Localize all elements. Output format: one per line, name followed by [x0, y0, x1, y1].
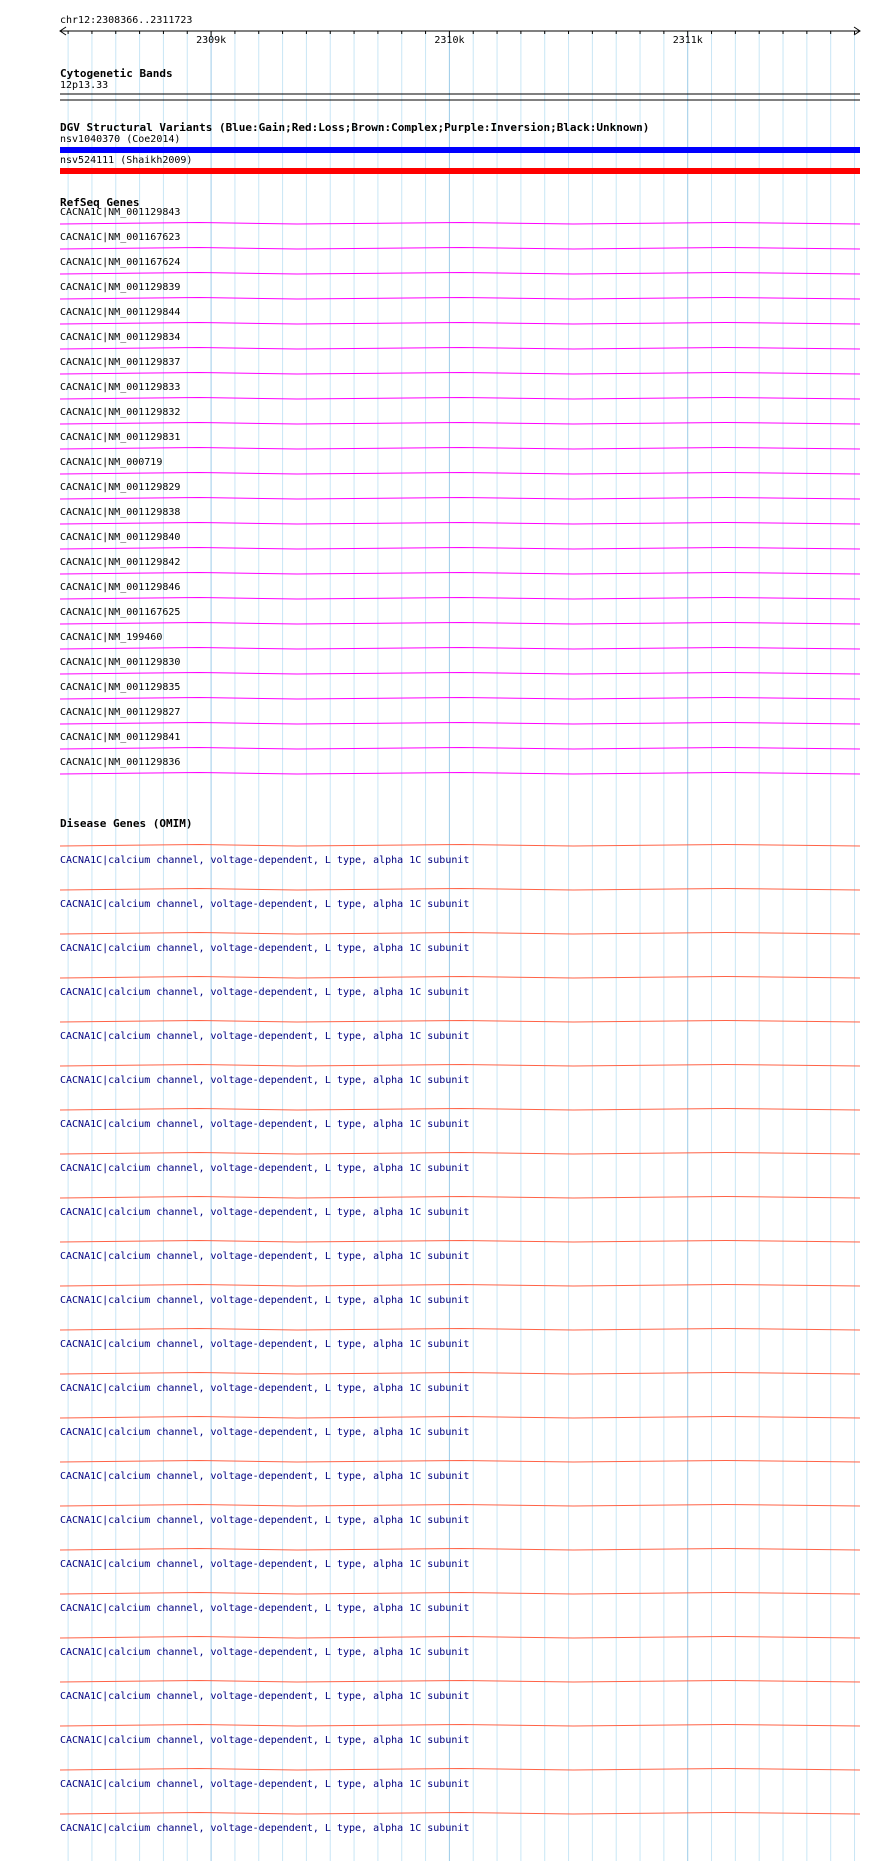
omim-gene-line	[60, 1329, 860, 1331]
omim-gene-label: CACNA1C|calcium channel, voltage-dependent, L type, alpha 1C subunit	[60, 855, 470, 866]
refseq-gene-line	[60, 423, 860, 425]
omim-gene-line	[60, 1241, 860, 1243]
omim-gene-line	[60, 1417, 860, 1419]
omim-gene-line	[60, 1813, 860, 1815]
refseq-gene-line	[60, 348, 860, 350]
refseq-gene-line	[60, 473, 860, 475]
refseq-gene-label: CACNA1C|NM_001129843	[60, 207, 181, 218]
refseq-gene-label: CACNA1C|NM_001129846	[60, 582, 181, 593]
refseq-gene-label: CACNA1C|NM_001129832	[60, 407, 181, 418]
omim-gene-line	[60, 1593, 860, 1595]
refseq-gene-line	[60, 698, 860, 700]
ruler-tick-label: 2310k	[434, 35, 465, 46]
refseq-gene-line	[60, 673, 860, 675]
refseq-gene-label: CACNA1C|NM_001129830	[60, 657, 181, 668]
omim-gene-label: CACNA1C|calcium channel, voltage-dependent, L type, alpha 1C subunit	[60, 1339, 470, 1350]
refseq-track-title: RefSeq Genes	[60, 196, 140, 209]
omim-gene-line	[60, 977, 860, 979]
omim-gene-label: CACNA1C|calcium channel, voltage-dependent, L type, alpha 1C subunit	[60, 1251, 470, 1262]
omim-gene-label: CACNA1C|calcium channel, voltage-dependent, L type, alpha 1C subunit	[60, 1559, 470, 1570]
refseq-gene-label: CACNA1C|NM_001129838	[60, 507, 181, 518]
ruler-tick-label: 2311k	[672, 35, 703, 46]
omim-gene-label: CACNA1C|calcium channel, voltage-dependent, L type, alpha 1C subunit	[60, 1295, 470, 1306]
refseq-gene-line	[60, 373, 860, 375]
refseq-gene-line	[60, 648, 860, 650]
refseq-gene-label: CACNA1C|NM_001129829	[60, 482, 181, 493]
omim-gene-label: CACNA1C|calcium channel, voltage-dependent, L type, alpha 1C subunit	[60, 1119, 470, 1130]
omim-gene-line	[60, 1637, 860, 1639]
omim-gene-line	[60, 845, 860, 847]
omim-gene-label: CACNA1C|calcium channel, voltage-dependent, L type, alpha 1C subunit	[60, 943, 470, 954]
omim-gene-label: CACNA1C|calcium channel, voltage-dependent, L type, alpha 1C subunit	[60, 1075, 470, 1086]
dgv-variant-bar	[60, 147, 860, 153]
omim-gene-label: CACNA1C|calcium channel, voltage-dependent, L type, alpha 1C subunit	[60, 1823, 470, 1834]
omim-gene-line	[60, 1021, 860, 1023]
refseq-gene-label: CACNA1C|NM_001129833	[60, 382, 181, 393]
refseq-gene-label: CACNA1C|NM_001129827	[60, 707, 181, 718]
refseq-gene-line	[60, 223, 860, 225]
omim-gene-label: CACNA1C|calcium channel, voltage-dependent, L type, alpha 1C subunit	[60, 1427, 470, 1438]
omim-gene-label: CACNA1C|calcium channel, voltage-dependent, L type, alpha 1C subunit	[60, 1163, 470, 1174]
omim-gene-line	[60, 1197, 860, 1199]
refseq-gene-line	[60, 723, 860, 725]
refseq-gene-label: CACNA1C|NM_001129844	[60, 307, 181, 318]
refseq-gene-label: CACNA1C|NM_001167623	[60, 232, 181, 243]
ruler-tick-label: 2309k	[196, 35, 227, 46]
omim-gene-line	[60, 1153, 860, 1155]
omim-track-title: Disease Genes (OMIM)	[60, 817, 193, 830]
cytoband-track-title: Cytogenetic Bands	[60, 67, 173, 80]
omim-gene-line	[60, 889, 860, 891]
refseq-gene-line	[60, 248, 860, 250]
omim-gene-line	[60, 1769, 860, 1771]
refseq-gene-label: CACNA1C|NM_001129834	[60, 332, 181, 343]
omim-gene-line	[60, 1549, 860, 1551]
refseq-gene-line	[60, 448, 860, 450]
omim-gene-line	[60, 1065, 860, 1067]
refseq-gene-line	[60, 598, 860, 600]
refseq-gene-label: CACNA1C|NM_001167625	[60, 607, 181, 618]
refseq-gene-label: CACNA1C|NM_001129835	[60, 682, 181, 693]
omim-gene-line	[60, 1109, 860, 1111]
refseq-gene-label: CACNA1C|NM_199460	[60, 632, 163, 643]
omim-gene-line	[60, 1725, 860, 1727]
omim-gene-label: CACNA1C|calcium channel, voltage-dependent, L type, alpha 1C subunit	[60, 1207, 470, 1218]
omim-gene-label: CACNA1C|calcium channel, voltage-dependent, L type, alpha 1C subunit	[60, 1603, 470, 1614]
refseq-gene-line	[60, 548, 860, 550]
ruler-location: chr12:2308366..2311723	[60, 15, 193, 26]
refseq-gene-line	[60, 498, 860, 500]
omim-gene-label: CACNA1C|calcium channel, voltage-dependent, L type, alpha 1C subunit	[60, 1031, 470, 1042]
dgv-variant-bar	[60, 168, 860, 174]
omim-gene-label: CACNA1C|calcium channel, voltage-dependent, L type, alpha 1C subunit	[60, 1691, 470, 1702]
refseq-gene-label: CACNA1C|NM_001129831	[60, 432, 181, 443]
omim-gene-line	[60, 1461, 860, 1463]
refseq-gene-label: CACNA1C|NM_001167624	[60, 257, 181, 268]
omim-gene-label: CACNA1C|calcium channel, voltage-dependent, L type, alpha 1C subunit	[60, 1735, 470, 1746]
omim-gene-label: CACNA1C|calcium channel, voltage-dependent, L type, alpha 1C subunit	[60, 987, 470, 998]
cytoband-label: 12p13.33	[60, 80, 109, 91]
omim-gene-line	[60, 1373, 860, 1375]
refseq-gene-line	[60, 298, 860, 300]
refseq-gene-line	[60, 323, 860, 325]
refseq-gene-line	[60, 623, 860, 625]
dgv-variant-label: nsv1040370 (Coe2014)	[60, 134, 181, 145]
refseq-gene-line	[60, 773, 860, 775]
refseq-gene-label: CACNA1C|NM_001129842	[60, 557, 181, 568]
refseq-gene-line	[60, 748, 860, 750]
omim-gene-label: CACNA1C|calcium channel, voltage-dependent, L type, alpha 1C subunit	[60, 899, 470, 910]
refseq-gene-label: CACNA1C|NM_001129836	[60, 757, 181, 768]
omim-gene-label: CACNA1C|calcium channel, voltage-dependent, L type, alpha 1C subunit	[60, 1471, 470, 1482]
refseq-gene-label: CACNA1C|NM_000719	[60, 457, 163, 468]
refseq-gene-label: CACNA1C|NM_001129841	[60, 732, 181, 743]
refseq-gene-label: CACNA1C|NM_001129837	[60, 357, 181, 368]
omim-gene-line	[60, 933, 860, 935]
refseq-gene-label: CACNA1C|NM_001129840	[60, 532, 181, 543]
omim-gene-label: CACNA1C|calcium channel, voltage-dependent, L type, alpha 1C subunit	[60, 1383, 470, 1394]
omim-gene-label: CACNA1C|calcium channel, voltage-dependent, L type, alpha 1C subunit	[60, 1515, 470, 1526]
refseq-gene-line	[60, 273, 860, 275]
omim-gene-line	[60, 1505, 860, 1507]
dgv-track-title: DGV Structural Variants (Blue:Gain;Red:Loss;Brown:Complex;Purple:Inversion;Black:Unknown)	[60, 121, 650, 134]
refseq-gene-line	[60, 523, 860, 525]
omim-gene-label: CACNA1C|calcium channel, voltage-dependent, L type, alpha 1C subunit	[60, 1779, 470, 1790]
dgv-variant-label: nsv524111 (Shaikh2009)	[60, 155, 193, 166]
refseq-gene-line	[60, 398, 860, 400]
omim-gene-line	[60, 1681, 860, 1683]
omim-gene-line	[60, 1285, 860, 1287]
omim-gene-label: CACNA1C|calcium channel, voltage-dependent, L type, alpha 1C subunit	[60, 1647, 470, 1658]
refseq-gene-label: CACNA1C|NM_001129839	[60, 282, 181, 293]
refseq-gene-line	[60, 573, 860, 575]
